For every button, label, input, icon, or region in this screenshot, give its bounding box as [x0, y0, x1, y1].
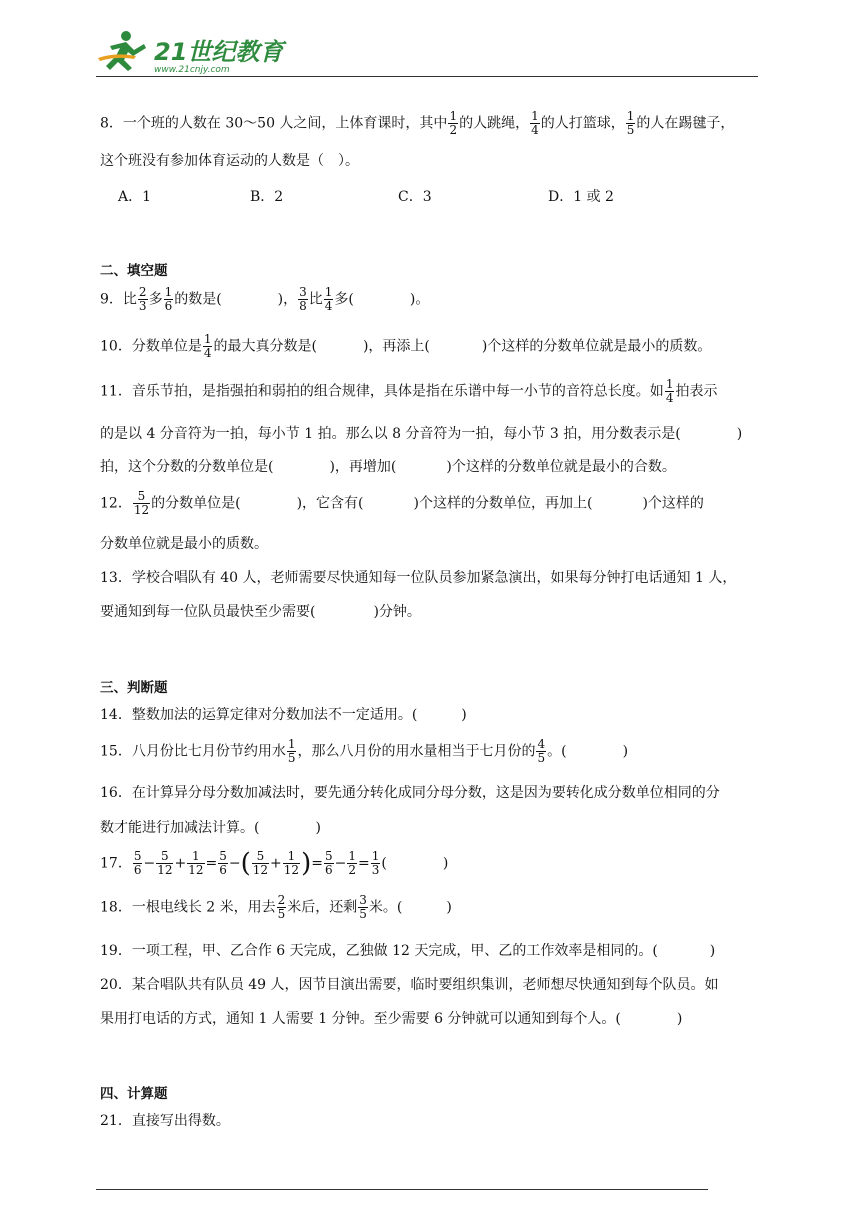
- question-17: 17． $\frac{5}{6}$ − $\frac{5}{12}$ + $\frac{1}{12}$ = $\frac{5}{6}$ −( $\frac{5}{12}$ + $\frac{1}{12}$ )= $\frac{5}{6}$ − $\frac{1}{2}$ = $\frac{1}{3}$ ( ): [100, 848, 449, 879]
- question-13-line2: 要通知到每一位队员最快至少需要( )分钟。: [100, 604, 421, 620]
- header-rule: [96, 76, 758, 77]
- option-a[interactable]: A．1: [118, 189, 152, 205]
- question-16-line1: 16．在计算异分母分数加减法时，要先通分转化成同分母分数，这是因为要转化成分数单位相同的分: [100, 785, 720, 801]
- fraction: $\frac{1}{2}$: [449, 109, 458, 137]
- svg-text:21世纪教育: 21世纪教育: [154, 38, 284, 66]
- option-d[interactable]: D．1 或 2: [548, 189, 614, 205]
- question-19: 19．一项工程，甲、乙合作 6 天完成，乙独做 12 天完成，甲、乙的工作效率是相同的。( ): [100, 943, 716, 959]
- question-8-line1: 8．一个班的人数在 30～50 人之间，上体育课时，其中 $\frac{1}{2}$ 的人跳绳， $\frac{1}{4}$ 的人打篮球， $\frac{1}{5}$ 的人在踢毽子，: [100, 109, 735, 137]
- site-logo: [96, 26, 284, 76]
- option-b[interactable]: B．2: [250, 189, 284, 205]
- section-heading-calculation: 四、计算题: [100, 1086, 168, 1102]
- fraction: $\frac{1}{4}$: [531, 109, 539, 137]
- section-heading-fill-in: 二、填空题: [100, 263, 168, 279]
- question-12-line1: 12． $\frac{5}{12}$ 的分数单位是( )，它含有( )个这样的分数单位，再加上( )个这样的: [100, 489, 704, 517]
- question-11-line2: 的是以 4 分音符为一拍，每小节 1 拍。那么以 8 分音符为一拍，每小节 3 拍，用分数表示是( ): [100, 426, 743, 442]
- question-13-line1: 13．学校合唱队有 40 人，老师需要尽快通知每一位队员参加紧急演出，如果每分钟打电话通知 1 人，: [100, 570, 737, 586]
- question-9: 9．比 $\frac{2}{3}$ 多 $\frac{1}{6}$ 的数是( )， $\frac{3}{8}$ 比 $\frac{1}{4}$ 多( )。: [100, 285, 430, 313]
- question-20-line1: 20．某合唱队共有队员 49 人，因节目演出需要，临时要组织集训，老师想尽快通知到每个队员。如: [100, 977, 719, 993]
- fraction: $\frac{1}{5}$: [626, 109, 635, 137]
- svg-text:www.21cnjy.com: www.21cnjy.com: [154, 65, 230, 75]
- footer-rule: [96, 1189, 708, 1190]
- question-11-line1: 11．音乐节拍，是指强拍和弱拍的组合规律，具体是指在乐谱中每一小节的音符总长度。如 $\frac{1}{4}$ 拍表示: [100, 377, 718, 405]
- question-15: 15．八月份比七月份节约用水 $\frac{1}{5}$ ，那么八月份的用水量相当于七月份的 $\frac{4}{5}$ 。( ): [100, 737, 629, 765]
- question-11-line3: 拍，这个分数的分数单位是( )，再增加( )个这样的分数单位就是最小的合数。: [100, 459, 676, 475]
- question-10: 10．分数单位是 $\frac{1}{4}$ 的最大真分数是( )，再添上( )个这样的分数单位就是最小的质数。: [100, 332, 712, 360]
- question-20-line2: 果用打电话的方式，通知 1 人需要 1 分钟。至少需要 6 分钟就可以通知到每个人。( ): [100, 1011, 683, 1027]
- section-heading-true-false: 三、判断题: [100, 680, 168, 696]
- question-16-line2: 数才能进行加减法计算。( ): [100, 820, 321, 836]
- question-12-line2: 分数单位就是最小的质数。: [100, 536, 268, 552]
- question-18: 18．一根电线长 2 米，用去 $\frac{2}{5}$ 米后，还剩 $\frac{3}{5}$ 米。( ): [100, 893, 452, 921]
- question-8-line2: 这个班没有参加体育运动的人数是（ ）。: [100, 153, 359, 169]
- question-21: 21．直接写出得数。: [100, 1113, 230, 1129]
- question-14: 14．整数加法的运算定律对分数加法不一定适用。( ): [100, 707, 467, 723]
- option-c[interactable]: C．3: [398, 189, 432, 205]
